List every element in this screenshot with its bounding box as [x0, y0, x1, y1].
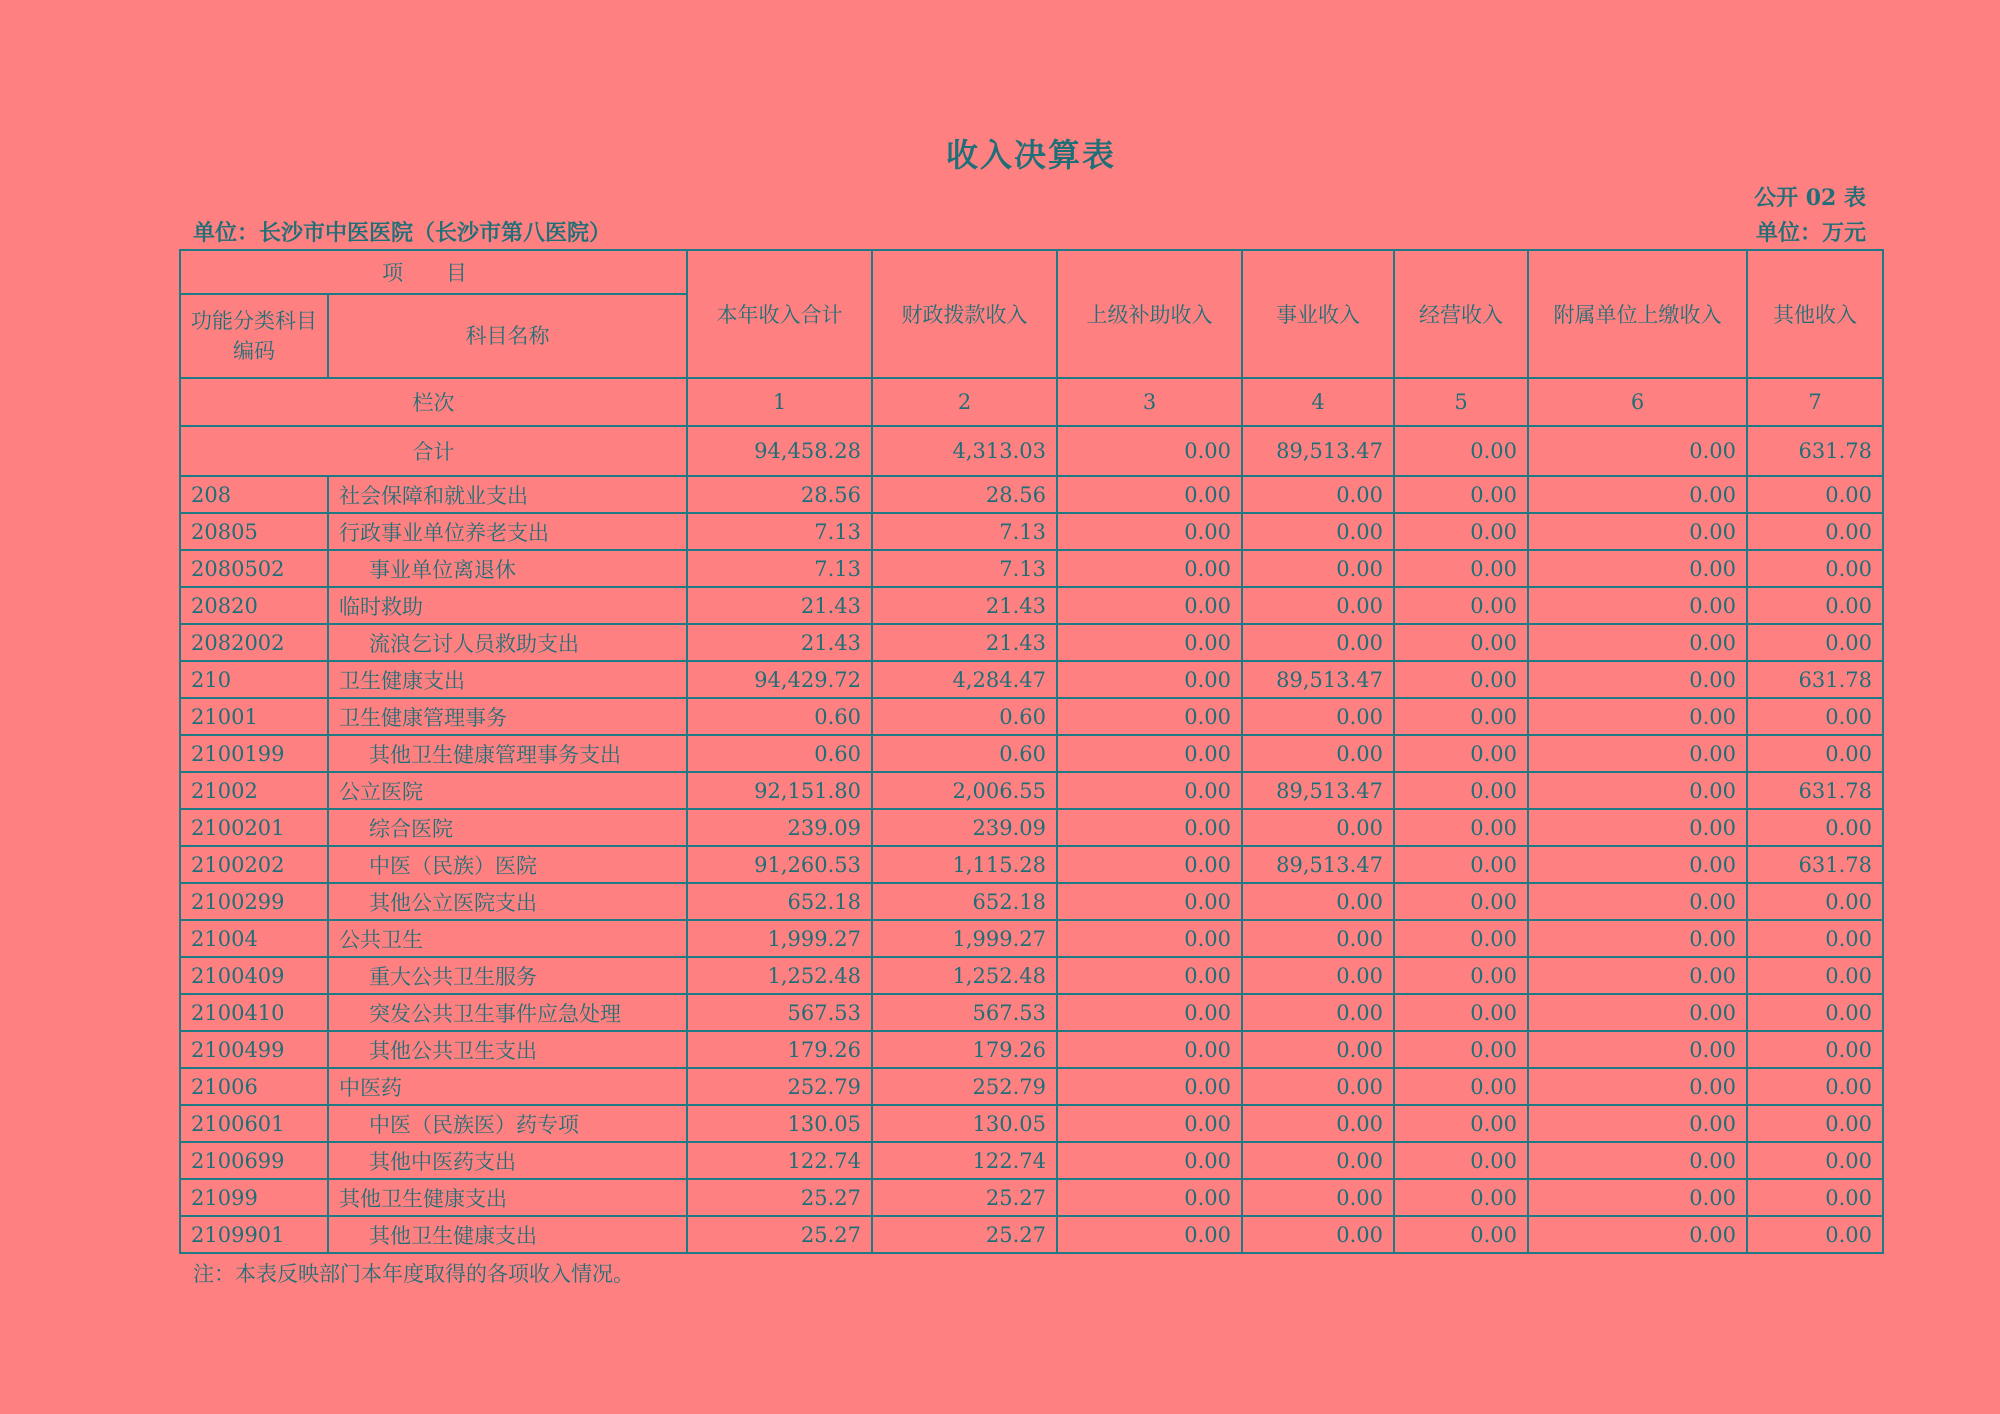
amount-cell: 239.09 — [872, 809, 1057, 846]
amount-cell: 0.00 — [1394, 1216, 1528, 1253]
footnote: 注：本表反映部门本年度取得的各项收入情况。 — [193, 1262, 634, 1286]
header-code: 功能分类科目编码 — [180, 294, 328, 378]
subject-code: 21006 — [180, 1068, 328, 1105]
header-name: 科目名称 — [328, 294, 687, 378]
table-row — [180, 1179, 1883, 1216]
amount-cell: 0.00 — [1057, 735, 1242, 772]
amount-cell: 122.74 — [687, 1142, 872, 1179]
table-row — [180, 772, 1883, 809]
amount-cell: 0.00 — [1528, 661, 1747, 698]
amount-cell: 0.00 — [1242, 513, 1394, 550]
amount-cell: 0.00 — [1394, 735, 1528, 772]
amount-cell: 2,006.55 — [872, 772, 1057, 809]
amount-cell: 28.56 — [872, 476, 1057, 513]
amount-cell: 0.00 — [1528, 957, 1747, 994]
subject-name: 其他公共卫生支出 — [328, 1031, 687, 1068]
table-row — [180, 1031, 1883, 1068]
subject-name: 公共卫生 — [328, 920, 687, 957]
amount-cell: 0.00 — [1747, 587, 1883, 624]
subject-code: 2100601 — [180, 1105, 328, 1142]
amount-cell: 21.43 — [687, 624, 872, 661]
amount-cell: 0.00 — [1242, 698, 1394, 735]
amount-cell: 0.00 — [1528, 587, 1747, 624]
amount-cell: 0.00 — [1528, 550, 1747, 587]
amount-cell: 0.00 — [1747, 624, 1883, 661]
amount-cell: 0.00 — [1057, 661, 1242, 698]
subject-code: 2100499 — [180, 1031, 328, 1068]
amount-cell: 0.00 — [1394, 550, 1528, 587]
amount-cell: 0.00 — [1057, 1068, 1242, 1105]
header-col-fiscal: 财政拨款收入 — [872, 250, 1057, 378]
amount-cell: 0.00 — [1528, 1068, 1747, 1105]
amount-cell: 0.00 — [1528, 513, 1747, 550]
amount-cell: 0.00 — [1528, 624, 1747, 661]
amount-cell: 0.00 — [1528, 1142, 1747, 1179]
amount-cell: 0.00 — [1394, 1068, 1528, 1105]
total-value: 0.00 — [1057, 426, 1242, 476]
income-statement-table — [179, 249, 1884, 1254]
header-col-affiliated: 附属单位上缴收入 — [1528, 250, 1747, 378]
header-col-total: 本年收入合计 — [687, 250, 872, 378]
amount-cell: 7.13 — [687, 513, 872, 550]
amount-cell: 0.00 — [1057, 883, 1242, 920]
page-title: 收入决算表 — [945, 136, 1116, 174]
amount-cell: 0.00 — [1057, 1031, 1242, 1068]
amount-cell: 0.00 — [1242, 920, 1394, 957]
amount-cell: 0.00 — [1394, 846, 1528, 883]
amount-cell: 1,999.27 — [687, 920, 872, 957]
amount-cell: 0.00 — [1394, 513, 1528, 550]
amount-cell: 179.26 — [872, 1031, 1057, 1068]
table-row — [180, 1068, 1883, 1105]
amount-cell: 89,513.47 — [1242, 846, 1394, 883]
amount-cell: 0.00 — [1747, 1105, 1883, 1142]
amount-cell: 567.53 — [687, 994, 872, 1031]
amount-cell: 652.18 — [687, 883, 872, 920]
amount-cell: 0.00 — [1057, 550, 1242, 587]
amount-cell: 0.00 — [1057, 1216, 1242, 1253]
amount-cell: 0.60 — [687, 698, 872, 735]
amount-cell: 0.00 — [1057, 476, 1242, 513]
amount-cell: 94,429.72 — [687, 661, 872, 698]
table-row — [180, 883, 1883, 920]
amount-cell: 0.00 — [1242, 624, 1394, 661]
amount-cell: 0.00 — [1528, 994, 1747, 1031]
lanci-7: 7 — [1747, 378, 1883, 426]
amount-cell: 130.05 — [687, 1105, 872, 1142]
table-row — [180, 920, 1883, 957]
amount-cell: 0.00 — [1242, 809, 1394, 846]
amount-cell: 0.00 — [1057, 698, 1242, 735]
table-row — [180, 550, 1883, 587]
amount-cell: 0.00 — [1528, 883, 1747, 920]
table-row — [180, 661, 1883, 698]
subject-code: 2100299 — [180, 883, 328, 920]
amount-cell: 0.00 — [1528, 1216, 1747, 1253]
amount-cell: 179.26 — [687, 1031, 872, 1068]
subject-code: 2109901 — [180, 1216, 328, 1253]
amount-cell: 0.00 — [1394, 1031, 1528, 1068]
subject-code: 21099 — [180, 1179, 328, 1216]
amount-cell: 1,999.27 — [872, 920, 1057, 957]
amount-cell: 0.00 — [1747, 476, 1883, 513]
amount-cell: 0.00 — [1394, 772, 1528, 809]
amount-cell: 0.00 — [1242, 994, 1394, 1031]
amount-cell: 0.00 — [1747, 809, 1883, 846]
amount-cell: 0.60 — [687, 735, 872, 772]
amount-cell: 0.00 — [1242, 587, 1394, 624]
amount-cell: 0.00 — [1242, 550, 1394, 587]
amount-cell: 631.78 — [1747, 661, 1883, 698]
amount-cell: 7.13 — [687, 550, 872, 587]
subject-name: 综合医院 — [328, 809, 687, 846]
amount-cell: 0.00 — [1394, 920, 1528, 957]
amount-cell: 0.00 — [1057, 587, 1242, 624]
subject-code: 2100409 — [180, 957, 328, 994]
amount-cell: 0.00 — [1057, 957, 1242, 994]
amount-cell: 7.13 — [872, 550, 1057, 587]
subject-code: 2100410 — [180, 994, 328, 1031]
subject-name: 卫生健康支出 — [328, 661, 687, 698]
table-row — [180, 809, 1883, 846]
amount-cell: 0.60 — [872, 735, 1057, 772]
subject-name: 重大公共卫生服务 — [328, 957, 687, 994]
amount-cell: 7.13 — [872, 513, 1057, 550]
subject-name: 临时救助 — [328, 587, 687, 624]
subject-code: 20805 — [180, 513, 328, 550]
amount-cell: 25.27 — [872, 1179, 1057, 1216]
table-row — [180, 624, 1883, 661]
lanci-2: 2 — [872, 378, 1057, 426]
table-row — [180, 846, 1883, 883]
table-row — [180, 735, 1883, 772]
subject-code: 21004 — [180, 920, 328, 957]
amount-cell: 92,151.80 — [687, 772, 872, 809]
currency-unit: 单位：万元 — [1755, 220, 1866, 246]
lanci-4: 4 — [1242, 378, 1394, 426]
total-value: 89,513.47 — [1242, 426, 1394, 476]
amount-cell: 0.00 — [1242, 476, 1394, 513]
amount-cell: 0.00 — [1394, 698, 1528, 735]
amount-cell: 0.00 — [1057, 920, 1242, 957]
table-row — [180, 587, 1883, 624]
table-row — [180, 513, 1883, 550]
lanci-6: 6 — [1528, 378, 1747, 426]
subject-name: 中医（民族医）药专项 — [328, 1105, 687, 1142]
amount-cell: 0.00 — [1242, 1179, 1394, 1216]
amount-cell: 0.00 — [1528, 735, 1747, 772]
amount-cell: 1,252.48 — [687, 957, 872, 994]
subject-name: 其他卫生健康支出 — [328, 1216, 687, 1253]
subject-code: 2100201 — [180, 809, 328, 846]
total-value: 0.00 — [1394, 426, 1528, 476]
amount-cell: 0.00 — [1747, 1179, 1883, 1216]
subject-name: 其他公立医院支出 — [328, 883, 687, 920]
amount-cell: 0.00 — [1747, 883, 1883, 920]
amount-cell: 122.74 — [872, 1142, 1057, 1179]
amount-cell: 0.00 — [1242, 1068, 1394, 1105]
amount-cell: 0.00 — [1528, 846, 1747, 883]
header-col-business: 事业收入 — [1242, 250, 1394, 378]
amount-cell: 0.00 — [1057, 513, 1242, 550]
amount-cell: 0.00 — [1394, 957, 1528, 994]
amount-cell: 0.00 — [1747, 550, 1883, 587]
header-col-other: 其他收入 — [1747, 250, 1883, 378]
amount-cell: 0.00 — [1747, 994, 1883, 1031]
amount-cell: 0.00 — [1747, 1142, 1883, 1179]
amount-cell: 0.00 — [1394, 883, 1528, 920]
amount-cell: 0.00 — [1528, 476, 1747, 513]
subject-name: 中医（民族）医院 — [328, 846, 687, 883]
amount-cell: 0.00 — [1394, 1105, 1528, 1142]
table-row — [180, 476, 1883, 513]
amount-cell: 252.79 — [687, 1068, 872, 1105]
amount-cell: 0.00 — [1057, 846, 1242, 883]
amount-cell: 0.00 — [1747, 1068, 1883, 1105]
subject-code: 20820 — [180, 587, 328, 624]
subject-name: 行政事业单位养老支出 — [328, 513, 687, 550]
table-row — [180, 1105, 1883, 1142]
amount-cell: 0.00 — [1394, 587, 1528, 624]
subject-name: 社会保障和就业支出 — [328, 476, 687, 513]
amount-cell: 0.00 — [1057, 1105, 1242, 1142]
subject-name: 流浪乞讨人员救助支出 — [328, 624, 687, 661]
subject-code: 2080502 — [180, 550, 328, 587]
table-row — [180, 1216, 1883, 1253]
header-xiangmu: 项 目 — [180, 250, 687, 294]
amount-cell: 1,252.48 — [872, 957, 1057, 994]
amount-cell: 0.00 — [1242, 1142, 1394, 1179]
form-number: 公开 02 表 — [1754, 185, 1866, 211]
subject-name: 卫生健康管理事务 — [328, 698, 687, 735]
subject-name: 事业单位离退休 — [328, 550, 687, 587]
amount-cell: 0.00 — [1528, 1179, 1747, 1216]
total-value: 4,313.03 — [872, 426, 1057, 476]
subject-name: 其他卫生健康支出 — [328, 1179, 687, 1216]
amount-cell: 0.00 — [1057, 1142, 1242, 1179]
table-row — [180, 994, 1883, 1031]
total-label: 合计 — [180, 426, 687, 476]
amount-cell: 0.00 — [1394, 1179, 1528, 1216]
amount-cell: 21.43 — [687, 587, 872, 624]
table-body — [180, 426, 1883, 1253]
amount-cell: 4,284.47 — [872, 661, 1057, 698]
amount-cell: 652.18 — [872, 883, 1057, 920]
amount-cell: 0.00 — [1394, 809, 1528, 846]
header-lanci: 栏次 — [180, 378, 687, 426]
amount-cell: 631.78 — [1747, 772, 1883, 809]
amount-cell: 0.00 — [1242, 1216, 1394, 1253]
table-row — [180, 698, 1883, 735]
lanci-1: 1 — [687, 378, 872, 426]
amount-cell: 0.00 — [1528, 920, 1747, 957]
amount-cell: 130.05 — [872, 1105, 1057, 1142]
organization-unit: 单位：长沙市中医医院（长沙市第八医院） — [193, 220, 612, 246]
total-value: 0.00 — [1528, 426, 1747, 476]
header-col-superior-subsidy: 上级补助收入 — [1057, 250, 1242, 378]
amount-cell: 0.00 — [1394, 624, 1528, 661]
amount-cell: 0.00 — [1394, 994, 1528, 1031]
subject-code: 2082002 — [180, 624, 328, 661]
amount-cell: 567.53 — [872, 994, 1057, 1031]
amount-cell: 0.00 — [1242, 883, 1394, 920]
amount-cell: 0.60 — [872, 698, 1057, 735]
amount-cell: 239.09 — [687, 809, 872, 846]
amount-cell: 0.00 — [1394, 661, 1528, 698]
amount-cell: 0.00 — [1057, 994, 1242, 1031]
amount-cell: 0.00 — [1528, 772, 1747, 809]
amount-cell: 0.00 — [1528, 1031, 1747, 1068]
amount-cell: 0.00 — [1242, 1105, 1394, 1142]
table-row — [180, 957, 1883, 994]
subject-code: 2100202 — [180, 846, 328, 883]
header-col-operating: 经营收入 — [1394, 250, 1528, 378]
amount-cell: 0.00 — [1057, 809, 1242, 846]
amount-cell: 21.43 — [872, 587, 1057, 624]
amount-cell: 631.78 — [1747, 846, 1883, 883]
amount-cell: 1,115.28 — [872, 846, 1057, 883]
amount-cell: 0.00 — [1747, 735, 1883, 772]
subject-name: 中医药 — [328, 1068, 687, 1105]
amount-cell: 252.79 — [872, 1068, 1057, 1105]
amount-cell: 0.00 — [1747, 1031, 1883, 1068]
subject-code: 208 — [180, 476, 328, 513]
amount-cell: 0.00 — [1747, 920, 1883, 957]
amount-cell: 0.00 — [1242, 957, 1394, 994]
amount-cell: 89,513.47 — [1242, 772, 1394, 809]
total-value: 631.78 — [1747, 426, 1883, 476]
subject-name: 其他中医药支出 — [328, 1142, 687, 1179]
amount-cell: 0.00 — [1528, 698, 1747, 735]
subject-code: 2100199 — [180, 735, 328, 772]
amount-cell: 0.00 — [1394, 1142, 1528, 1179]
amount-cell: 25.27 — [687, 1179, 872, 1216]
amount-cell: 0.00 — [1747, 957, 1883, 994]
amount-cell: 25.27 — [687, 1216, 872, 1253]
subject-code: 21001 — [180, 698, 328, 735]
total-row — [180, 426, 1883, 476]
amount-cell: 0.00 — [1528, 809, 1747, 846]
amount-cell: 0.00 — [1057, 624, 1242, 661]
amount-cell: 89,513.47 — [1242, 661, 1394, 698]
lanci-3: 3 — [1057, 378, 1242, 426]
subject-name: 其他卫生健康管理事务支出 — [328, 735, 687, 772]
subject-name: 公立医院 — [328, 772, 687, 809]
amount-cell: 91,260.53 — [687, 846, 872, 883]
amount-cell: 25.27 — [872, 1216, 1057, 1253]
subject-name: 突发公共卫生事件应急处理 — [328, 994, 687, 1031]
table-row — [180, 1142, 1883, 1179]
amount-cell: 21.43 — [872, 624, 1057, 661]
amount-cell: 0.00 — [1242, 1031, 1394, 1068]
amount-cell: 0.00 — [1242, 735, 1394, 772]
lanci-5: 5 — [1394, 378, 1528, 426]
subject-code: 2100699 — [180, 1142, 328, 1179]
amount-cell: 0.00 — [1057, 772, 1242, 809]
total-value: 94,458.28 — [687, 426, 872, 476]
amount-cell: 0.00 — [1747, 513, 1883, 550]
amount-cell: 0.00 — [1747, 1216, 1883, 1253]
amount-cell: 0.00 — [1057, 1179, 1242, 1216]
amount-cell: 0.00 — [1394, 476, 1528, 513]
subject-code: 210 — [180, 661, 328, 698]
amount-cell: 0.00 — [1528, 1105, 1747, 1142]
amount-cell: 0.00 — [1747, 698, 1883, 735]
subject-code: 21002 — [180, 772, 328, 809]
amount-cell: 28.56 — [687, 476, 872, 513]
